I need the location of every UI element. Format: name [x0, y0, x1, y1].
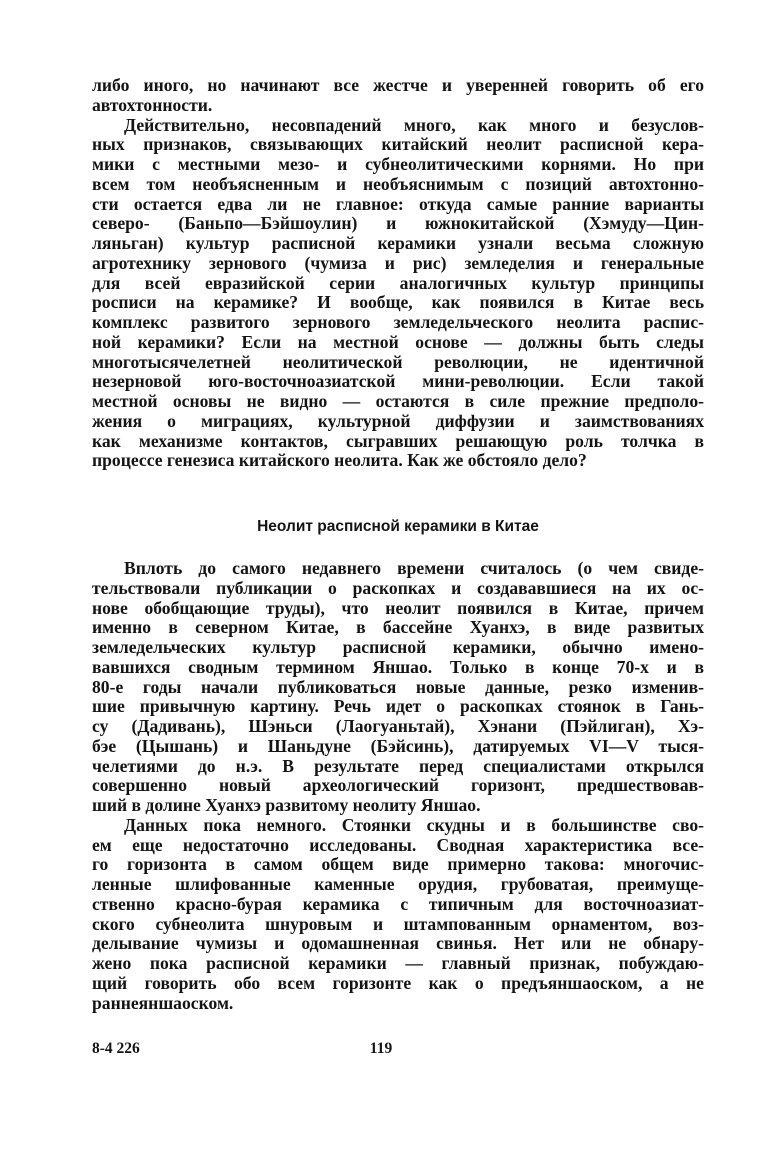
- text-line: су (Дадивань), Шэньси (Лаогуаньтай), Хэнани (Пэйлиган), Хэ-: [92, 716, 704, 736]
- text-line: ского субнеолита шнуровым и штампованным орнаментом, воз-: [92, 913, 704, 934]
- text-line: незерновой юго-восточноазиатской мини-революции. Если такой: [92, 371, 704, 392]
- page-body: [92, 75, 704, 1013]
- text-line: мики с местными мезо- и субнеолитическими корнями. Но при: [92, 154, 704, 174]
- text-line: именно в северном Китае, в бассейне Хуанхэ, в виде развитых: [92, 617, 704, 638]
- paragraph: [92, 76, 704, 116]
- text-line: автохтонности.: [92, 94, 213, 115]
- text-line: делывание чумизы и одомашненная свинья. Нет или не обнару-: [92, 933, 704, 954]
- text-line: ных признаков, связывающих китайский неолит расписной кера-: [92, 134, 704, 155]
- text-line: Данных пока немного. Стоянки скудны и в большинстве сво-: [124, 814, 704, 835]
- text-line: росписи на керамике? И вообще, как появился в Китае весь: [92, 292, 704, 313]
- text-line: жено пока расписной керамики — главный признак, побуждаю-: [92, 953, 704, 973]
- text-line: го горизонта в самом общем виде примерно такова: многочис-: [92, 854, 704, 875]
- text-line: всем том необъясненным и необъяснимым с позиций автохтонно-: [92, 173, 704, 194]
- text-line: ной керамики? Если на местной основе — должны быть следы: [92, 331, 704, 352]
- text-line: сти остается едва ли не главное: откуда самые ранние варианты: [92, 193, 704, 214]
- text-line: вавшихся сводным термином Яншао. Только в конце 70-х и в: [92, 656, 704, 677]
- paragraph: [92, 559, 704, 816]
- text-block-bottom: [92, 559, 704, 1013]
- text-line: Действительно, несовпадений много, как много и безуслов-: [124, 114, 704, 135]
- text-line: челетиями до н.э. В результате перед специалистами открылся: [92, 755, 704, 776]
- text-line: как механизме контактов, сыгравших решающую роль толчка в: [92, 430, 704, 451]
- text-line: бэе (Цышань) и Шаньдуне (Бэйсинь), датируемых VI—V тыся-: [92, 735, 704, 756]
- text-line: ственно красно-бурая керамика с типичным для восточноазиат-: [92, 893, 704, 914]
- text-line: ляньган) культур расписной керамики узнали весьма сложную: [92, 233, 704, 253]
- text-line: совершенно новый археологический горизонт, предшествовав-: [92, 775, 704, 796]
- text-line: жения о миграциях, культурной диффузии и заимствованиях: [92, 410, 704, 431]
- paragraph: [92, 116, 704, 472]
- text-line: щий говорить обо всем горизонте как о предъяншаоском, а не: [92, 972, 704, 993]
- section-heading: Неолит расписной керамики в Китае: [257, 518, 539, 535]
- text-line: процессе генезиса китайского неолита. Как же обстояло дело?: [92, 450, 587, 471]
- text-line: многотысячелетней неолитической революции, не идентичной: [92, 351, 704, 372]
- text-line: для всей евразийской серии аналогичных культур принципы: [92, 272, 704, 293]
- text-line: земледельческих культур расписной керамики, обычно имено-: [92, 637, 704, 657]
- page-number: 119: [369, 1040, 393, 1057]
- printer-signature: 8-4 226: [92, 1040, 140, 1057]
- text-line: местной основы не видно — остаются в силе прежние предполо-: [92, 391, 704, 411]
- text-line: либо иного, но начинают все жестче и уверенней говорить об его: [92, 75, 704, 95]
- text-line: нове обобщающие труды), что неолит появился в Китае, причем: [92, 597, 704, 618]
- text-line: ем еще недостаточно исследованы. Сводная характеристика все-: [92, 834, 704, 855]
- text-line: 80-е годы начали публиковаться новые данные, резко изменив-: [92, 676, 704, 697]
- text-line: тельствовали публикации о раскопках и создававшиеся на их ос-: [92, 577, 704, 598]
- text-line: ший в долине Хуанхэ развитому неолиту Яншао.: [92, 795, 481, 815]
- paragraph: [92, 816, 704, 1014]
- text-line: северо- (Баньпо—Бэйшоулин) и южнокитайской (Хэмуду—Цин-: [92, 213, 704, 234]
- text-line: комплекс развитого зернового земледельческого неолита распис-: [92, 312, 704, 332]
- text-line: ленные шлифованные каменные орудия, грубоватая, преимуще-: [92, 874, 704, 894]
- text-line: шие привычную картину. Речь идет о раскопках стоянок в Гань-: [92, 696, 704, 717]
- text-block-top: [92, 76, 704, 471]
- text-line: Вплоть до самого недавнего времени считалось (о чем свиде-: [124, 558, 704, 578]
- text-line: агротехнику зернового (чумиза и рис) земледелия и генеральные: [92, 252, 704, 273]
- text-line: раннеяншаоском.: [92, 992, 234, 1013]
